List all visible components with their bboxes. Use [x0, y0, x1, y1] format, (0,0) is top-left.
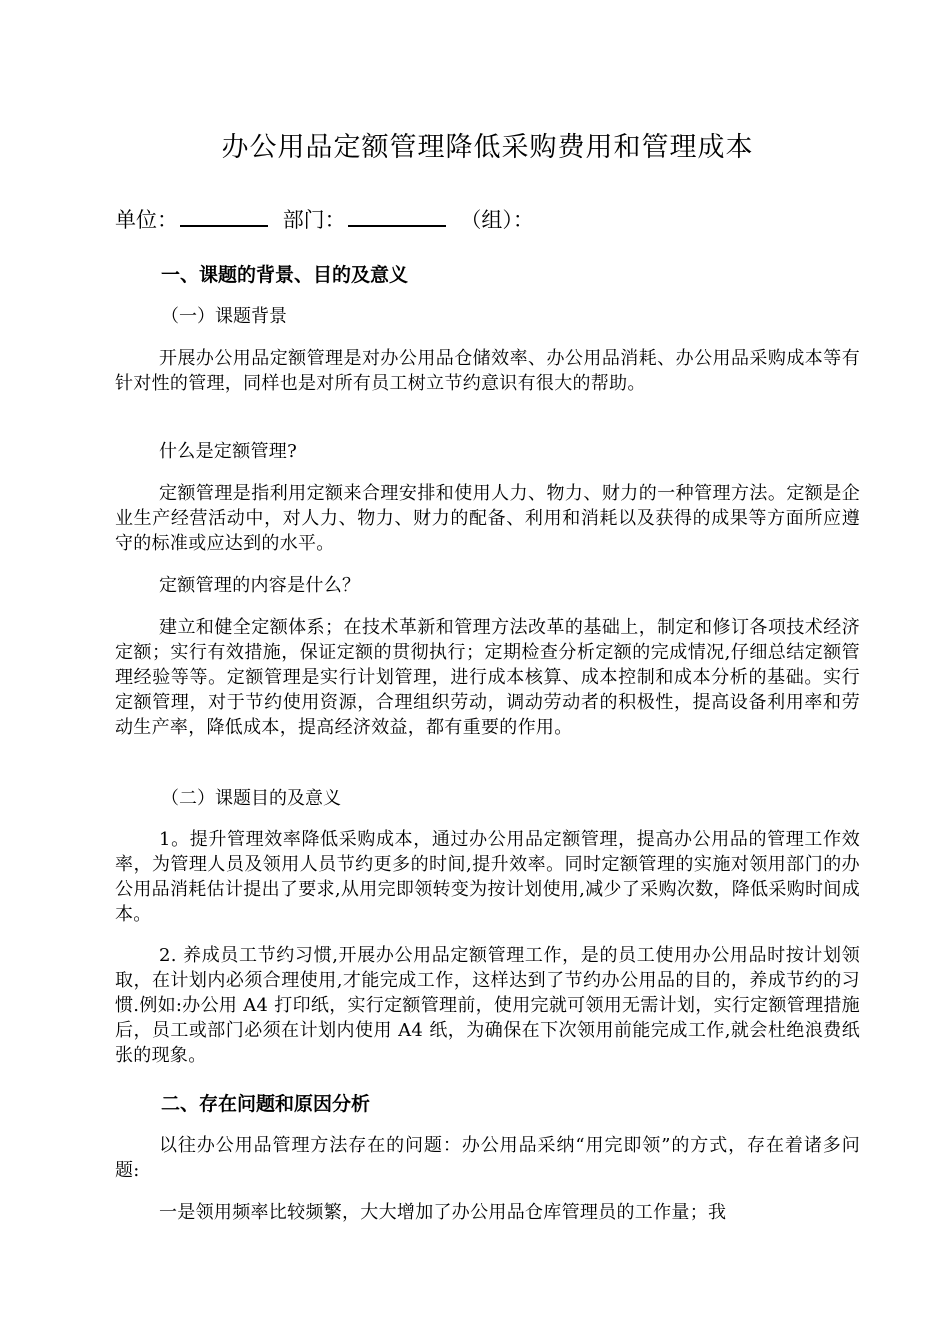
section-heading-problems: 二、存在问题和原因分析	[161, 1093, 371, 1115]
paragraph-problems-intro: 以往办公用品管理方法存在的问题：办公用品采纳“用完即领”的方式，存在着诸多问题:	[115, 1135, 860, 1181]
unit-label: 单位：	[115, 208, 178, 232]
paragraph-definition: 定额管理是指利用定额来合理安排和使用人力、物力、财力的一种管理方法。定额是企业生产经营活动中，对人力、物力、财力的配备、利用和消耗以及获得的成果等方面所应遵守的标准或应达到的水平。	[115, 483, 860, 554]
subsection-heading-background: （一）课题背景	[161, 306, 287, 327]
page-title: 办公用品定额管理降低采购费用和管理成本	[221, 132, 754, 163]
group-label: （组）：	[460, 208, 534, 232]
dept-blank-field	[348, 203, 446, 227]
paragraph-contents: 建立和健全定额体系；在技术革新和管理方法改革的基础上，制定和修订各项技术经济定额；实行有效措施，保证定额的贯彻执行；定期检查分析定额的完成情况,仔细总结定额管理经验等等。定额管理是实行计划管理，进行成本核算、成本控制和成本分析的基础。实行定额管理，对于节约使用资源，合理组织劳动，调动劳动者的积极性，提高设备利用率和劳动生产率，降低成本，提高经济效益，都有重要的作用。	[115, 617, 860, 738]
paragraph-purpose-1: 1。提升管理效率降低采购成本，通过办公用品定额管理，提高办公用品的管理工作效率，为管理人员及领用人员节约更多的时间,提升效率。同时定额管理的实施对领用部门的办公用品消耗估计提出了要求,从用完即领转变为按计划使用,减少了采购次数，降低采购时间成本。	[115, 829, 860, 925]
paragraph-intro: 开展办公用品定额管理是对办公用品仓储效率、办公用品消耗、办公用品采购成本等有针对性的管理，同样也是对所有员工树立节约意识有很大的帮助。	[115, 348, 860, 394]
question-contents: 定额管理的内容是什么？	[159, 575, 361, 596]
paragraph-purpose-2: 2. 养成员工节约习惯,开展办公用品定额管理工作，是的员工使用办公用品时按计划领取，在计划内必须合理使用,才能完成工作，这样达到了节约办公用品的目的，养成节约的习惯.例如:办公用 A4 打印纸，实行定额管理前，使用完就可领用无需计划，实行定额管理措施后，员工或部门必须在计划内使用 A4 纸，为确保在下次领用前能完成工作,就会杜绝浪费纸张的现象。	[115, 945, 860, 1066]
question-what-is: 什么是定额管理?	[159, 441, 298, 462]
unit-blank-field	[180, 203, 268, 227]
paragraph-problem-one: 一是领用频率比较频繁，大大增加了办公用品仓库管理员的工作量；我	[159, 1202, 727, 1223]
dept-label: 部门：	[282, 208, 346, 232]
unit-info-line	[115, 203, 534, 235]
section-heading-background: 一、课题的背景、目的及意义	[161, 264, 409, 286]
subsection-heading-purpose: （二）课题目的及意义	[161, 788, 341, 809]
